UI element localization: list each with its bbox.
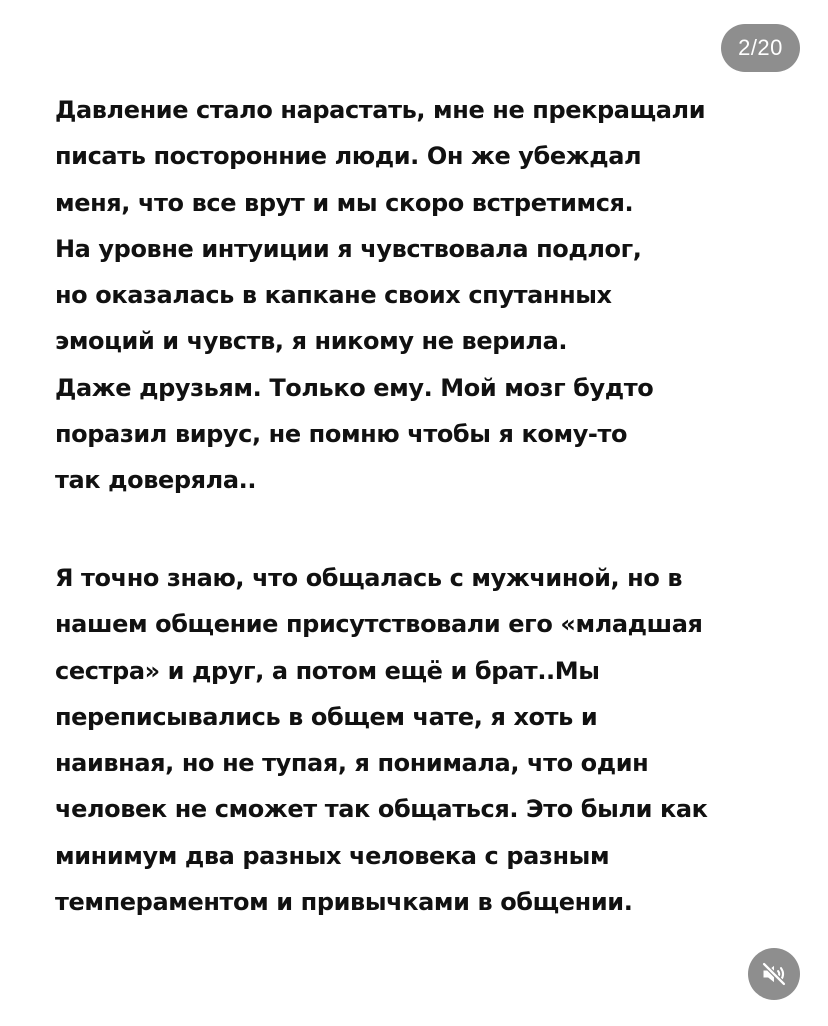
- page-counter: 2/20: [721, 24, 800, 72]
- text-line: темпераментом и привычками в общении.: [55, 888, 633, 917]
- text-line: меня, что все врут и мы скоро встретимся.: [55, 188, 634, 217]
- text-line: Я точно знаю, что общалась с мужчиной, но в: [55, 564, 683, 592]
- text-line: человек не сможет так общаться. Это были как: [55, 795, 708, 824]
- text-line: На уровне интуиции я чувствовала подлог,: [55, 234, 642, 263]
- text-line: но оказалась в капкане своих спутанных: [55, 281, 612, 310]
- text-line: писать посторонние люди. Он же убеждал: [55, 142, 642, 171]
- text-line: переписывались в общем чате, я хоть и: [55, 702, 598, 731]
- mute-button[interactable]: [748, 948, 800, 1000]
- text-line: Даже друзьям. Только ему. Мой мозг будто: [55, 373, 654, 402]
- text-line: так доверяла..: [55, 466, 257, 495]
- text-line: минимум два разных человека с разным: [55, 841, 610, 870]
- text-line: нашем общение присутствовали его «младшая: [55, 610, 703, 639]
- story-paragraph-1: [55, 87, 815, 504]
- text-line: сестра» и друг, а потом ещё и брат..Мы: [55, 656, 600, 685]
- story-paragraph-2: [55, 555, 815, 925]
- speaker-muted-icon: [760, 960, 788, 988]
- text-line: поразил вирус, не помню чтобы я кому-то: [55, 420, 628, 449]
- text-line: эмоций и чувств, я никому не верила.: [55, 327, 568, 356]
- text-line: Давление стало нарастать, мне не прекращали: [55, 96, 706, 124]
- text-line: наивная, но не тупая, я понимала, что один: [55, 749, 649, 778]
